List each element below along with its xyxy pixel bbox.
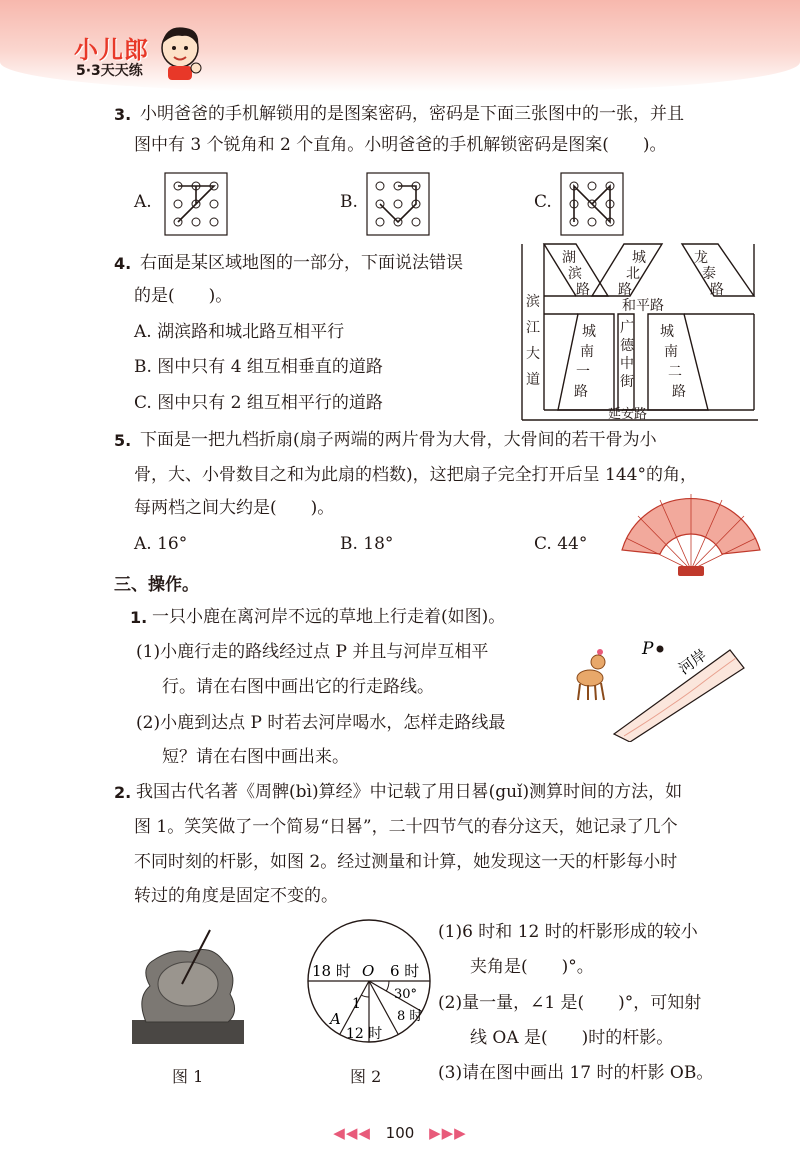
q4-number: 4. <box>114 254 132 273</box>
page-number: 100 <box>385 1124 415 1142</box>
q4-option-c: C. 图中只有 2 组互相平行的道路 <box>134 393 383 413</box>
map-label-binjiang-3: 大 <box>526 346 540 362</box>
q3-pattern-c <box>560 172 624 236</box>
map-label-longtai-2: 泰 <box>702 266 716 282</box>
op2-line4: 转过的角度是固定不变的。 <box>134 886 338 906</box>
river-bank-label: 河岸 <box>675 645 711 678</box>
map-label-chengnan1-1: 城 <box>582 324 596 340</box>
op2-number: 2. <box>114 783 132 802</box>
fig2-caption: 图 2 <box>350 1067 382 1086</box>
q3-option-a-label: A. <box>134 192 152 212</box>
op2-sub3: (3)请在图中画出 17 时的杆影 OB。 <box>438 1063 714 1083</box>
q3-pattern-b <box>366 172 430 236</box>
map-label-chengbei-1: 城 <box>632 250 646 266</box>
map-label-chengnan2-4: 路 <box>672 384 686 400</box>
map-label-chengnan2-2: 南 <box>664 344 678 360</box>
sundial-photo <box>132 928 244 1046</box>
q5-option-c: C. 44° <box>534 534 588 554</box>
q4-option-b: B. 图中只有 4 组互相垂直的道路 <box>134 357 383 377</box>
map-label-chengnan1-4: 路 <box>574 384 588 400</box>
map-label-heping: 和平路 <box>622 298 664 314</box>
op1-part2-line2: 短？请在右图中画出来。 <box>162 747 349 767</box>
map-label-guangde-4: 街 <box>620 374 634 390</box>
op2-line2: 图 1。笑笑做了一个简易“日晷”，二十四节气的春分这天，她记录了几个 <box>134 817 678 837</box>
map-label-yanan: 延安路 <box>608 407 648 422</box>
q3-pattern-a <box>164 172 228 236</box>
q5-number: 5. <box>114 431 132 450</box>
section3-title: 三、操作。 <box>114 575 199 595</box>
map-label-chengbei-2: 北 <box>626 266 640 282</box>
map-label-hubin-1: 湖 <box>562 250 576 266</box>
map-label-guangde-2: 德 <box>620 338 634 354</box>
op2-sub1-line1: (1)6 时和 12 时的杆影形成的较小 <box>438 922 698 942</box>
series-name: 5·3天天练 <box>76 63 143 79</box>
prev-arrows-icon: ◀◀◀ <box>333 1124 371 1142</box>
q5-line3: 每两档之间大约是( )。 <box>134 498 335 518</box>
dial-label-6h: 6 时 <box>390 962 420 980</box>
q4-line2: 的是( )。 <box>134 286 233 306</box>
map-label-longtai-1: 龙 <box>694 250 708 266</box>
point-p-dot <box>657 646 664 653</box>
map-label-chengnan2-3: 二 <box>668 364 682 380</box>
next-arrows-icon: ▶▶▶ <box>429 1124 467 1142</box>
q5-line1: 下面是一把九档折扇(扇子两端的两片骨为大骨，大骨间的若干骨为小 <box>140 430 657 450</box>
q3-line2: 图中有 3 个锐角和 2 个直角。小明爸爸的手机解锁密码是图案( )。 <box>134 135 667 155</box>
river-bank-figure <box>610 630 750 742</box>
q5-option-a: A. 16° <box>134 534 188 554</box>
q5-line2: 骨，大、小骨数目之和为此扇的档数)，这把扇子完全打开后呈 144°的角， <box>134 465 697 485</box>
q3-number: 3. <box>114 105 132 124</box>
map-label-chengnan2-1: 城 <box>660 324 674 340</box>
map-label-binjiang-1: 滨 <box>526 294 540 310</box>
map-label-hubin-2: 滨 <box>568 266 582 282</box>
op2-line1: 我国古代名著《周髀(bì)算经》中记载了用日晷(guǐ)测算时间的方法，如 <box>136 782 683 802</box>
op2-sub2-line1: (2)量一量，∠1 是( )°，可知射 <box>438 993 702 1013</box>
op1-title: 一只小鹿在离河岸不远的草地上行走着(如图)。 <box>152 607 506 627</box>
op1-part1-line2: 行。请在右图中画出它的行走路线。 <box>162 677 434 697</box>
map-label-chengnan1-2: 南 <box>580 344 594 360</box>
q5-option-b: B. 18° <box>340 534 394 554</box>
dial-label-18h: 18 时 <box>312 962 351 980</box>
map-label-longtai-3: 路 <box>710 282 724 298</box>
op2-line3: 不同时刻的杆影，如图 2。经过测量和计算，她发现这一天的杆影每小时 <box>134 852 678 872</box>
folding-fan-image <box>616 490 766 580</box>
dial-label-a: A <box>330 1010 341 1028</box>
dial-label-angle1: 1 <box>352 996 361 1012</box>
dial-label-12h: 12 时 <box>346 1026 383 1042</box>
fig1-caption: 图 1 <box>172 1067 204 1086</box>
map-label-binjiang-2: 江 <box>526 320 540 336</box>
q4-road-map <box>518 240 780 422</box>
dial-label-8h: 8 时 <box>397 1009 423 1024</box>
q4-line1: 右面是某区域地图的一部分，下面说法错误 <box>140 253 463 273</box>
op1-number: 1. <box>130 608 148 627</box>
dial-label-30deg: 30° <box>394 987 418 1002</box>
page-footer <box>0 1124 800 1142</box>
op2-sub1-line2: 夹角是( )°。 <box>470 957 594 977</box>
map-label-hubin-3: 路 <box>576 282 590 298</box>
sundial-diagram <box>306 918 432 1044</box>
point-p-label: P <box>642 639 654 659</box>
op2-sub2-line2: 线 OA 是( )时的杆影。 <box>470 1028 674 1048</box>
op1-part1-line1: (1)小鹿行走的路线经过点 P 并且与河岸互相平 <box>136 642 489 662</box>
mascot-boy-icon <box>156 22 204 82</box>
map-label-chengnan1-3: 一 <box>576 364 590 380</box>
deer-icon <box>568 648 614 702</box>
op1-part2-line1: (2)小鹿到达点 P 时若去河岸喝水，怎样走路线最 <box>136 713 506 733</box>
q3-option-b-label: B. <box>340 192 358 212</box>
map-label-chengbei-3: 路 <box>618 282 632 298</box>
map-label-guangde-1: 广 <box>620 320 634 336</box>
q4-option-a: A. 湖滨路和城北路互相平行 <box>134 322 345 342</box>
q3-line1: 小明爸爸的手机解锁用的是图案密码，密码是下面三张图中的一张，并且 <box>140 104 684 124</box>
q3-option-c-label: C. <box>534 192 552 212</box>
dial-label-o: O <box>362 962 375 980</box>
map-label-binjiang-4: 道 <box>526 372 540 388</box>
map-label-guangde-3: 中 <box>620 356 634 372</box>
brand-logo-text: 小儿郎 <box>74 36 149 64</box>
